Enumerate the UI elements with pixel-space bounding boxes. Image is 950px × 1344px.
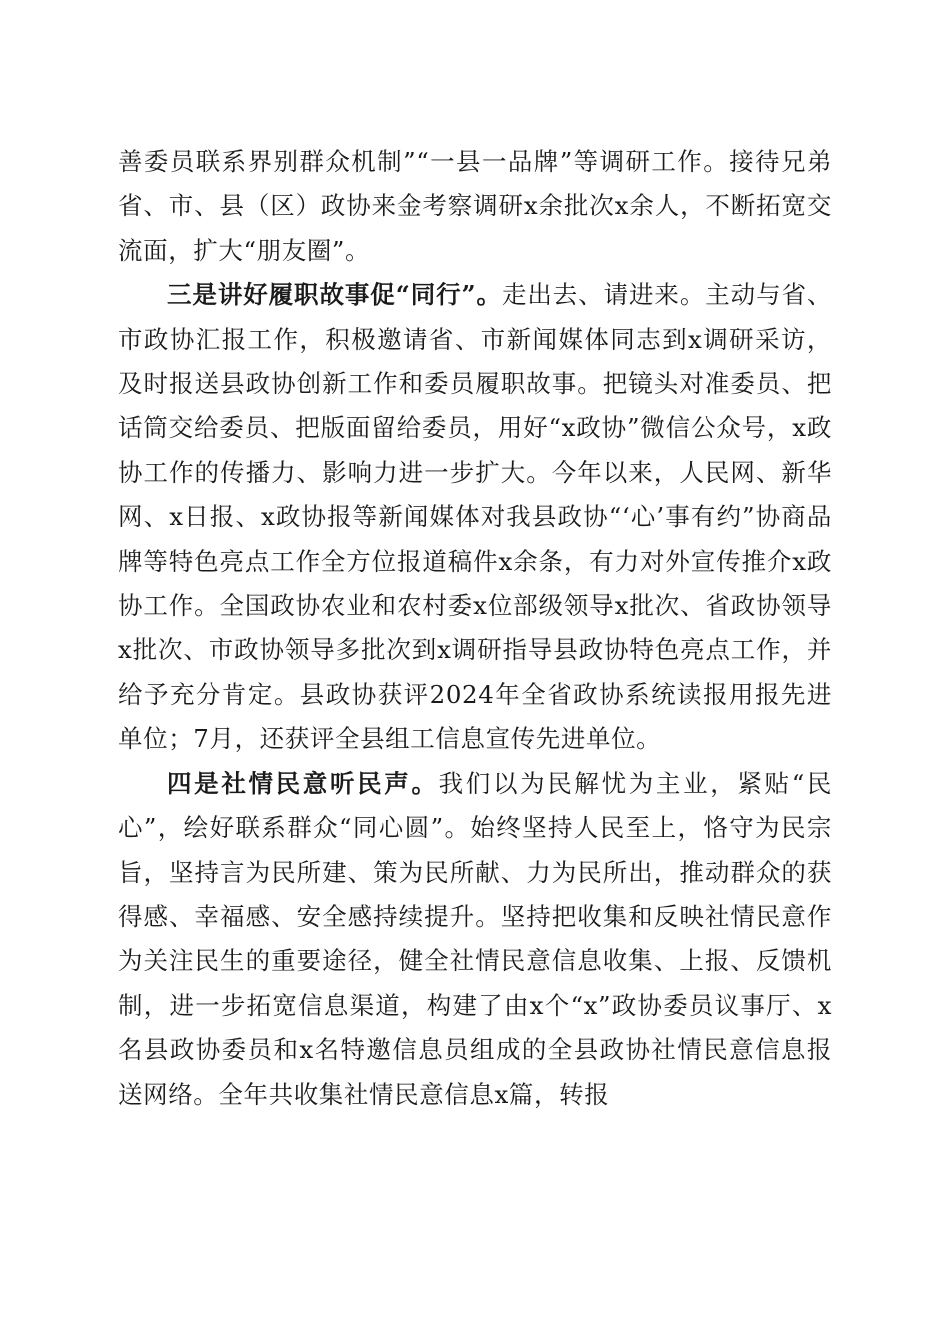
- paragraph-tell-stories: [118, 273, 832, 761]
- paragraph-continuation: [118, 140, 832, 273]
- paragraph-public-opinion: [118, 762, 832, 1117]
- paragraph-text: 我们以为民解忧为主业，紧贴“民心”，绘好联系群众“同心圆”。始终坚持人民至上，恪守为民宗旨，坚持言为民所建、策为民所献、力为民所出，推动群众的获得感、幸福感、安全感持续提升。坚持把收集和反映社情民意作为关注民生的重要途径，健全社情民意信息收集、上报、反馈机制，进一步拓宽信息渠道，构建了由x个“x”政协委员议事厅、x名县政协委员和x名特邀信息员组成的全县政协社情民意信息报送网络。全年共收集社情民意信息x篇，转报: [118, 768, 833, 1109]
- paragraph-text: 走出去、请进来。主动与省、市政协汇报工作，积极邀请省、市新闻媒体同志到x调研采访，及时报送县政协创新工作和委员履职故事。把镜头对准委员、把话筒交给委员、把版面留给委员，用好“x政协”微信公众号，x政协工作的传播力、影响力进一步扩大。今年以来，人民网、新华网、x日报、x政协报等新闻媒体对我县政协“‘心’事有约”协商品牌等特色亮点工作全方位报道稿件x余条，有力对外宣传推介x政协工作。全国政协农业和农村委x位部级领导x批次、省政协领导x批次、市政协领导多批次到x调研指导县政协特色亮点工作，并给予充分肯定。县政协获评2024年全省政协系统读报用报先进单位；7月，还获评全县组工信息宣传先进单位。: [118, 280, 832, 754]
- paragraph-heading: 四是社情民意听民声。: [167, 768, 439, 798]
- document-body: [118, 140, 832, 1117]
- paragraph-heading: 三是讲好履职故事促“同行”。: [167, 280, 502, 310]
- paragraph-text: 善委员联系界别群众机制”“一县一品牌”等调研工作。接待兄弟省、市、县（区）政协来金考察调研x余批次x余人，不断拓宽交流面，扩大“朋友圈”。: [118, 147, 832, 265]
